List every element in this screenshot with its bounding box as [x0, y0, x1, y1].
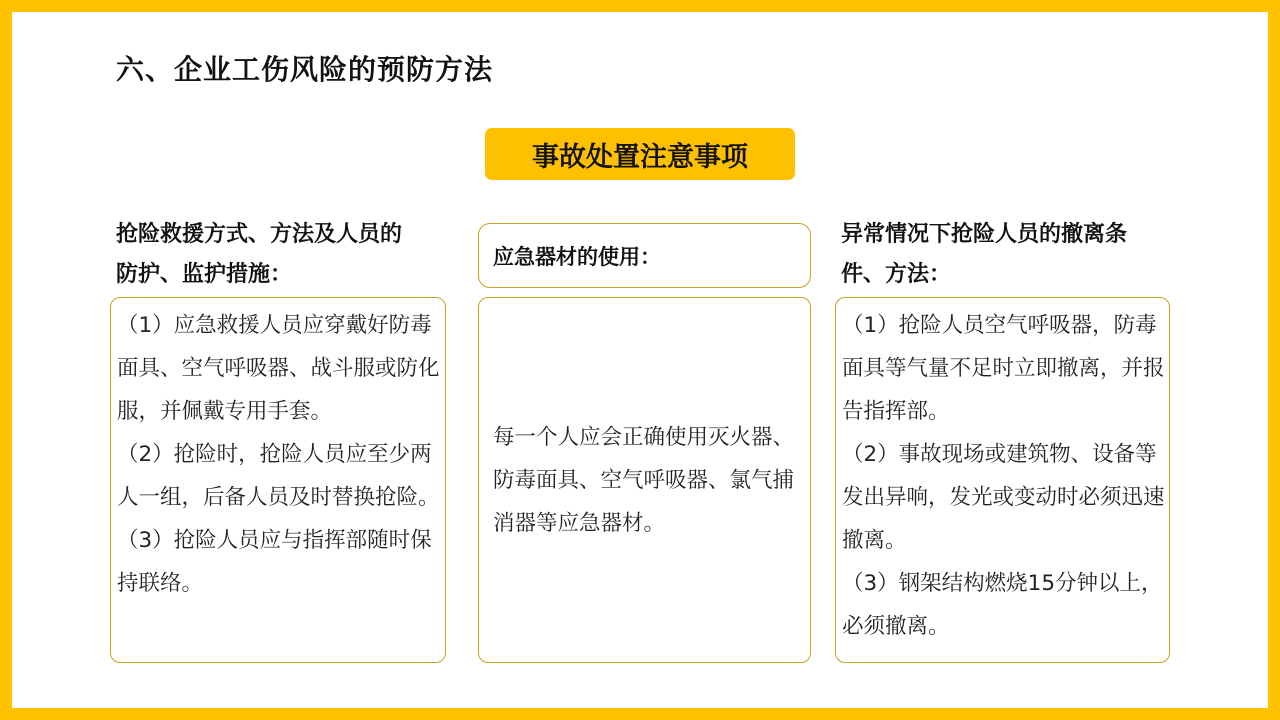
page-title: 六、企业工伤风险的预防方法: [116, 53, 494, 86]
right-column-heading: [841, 215, 1127, 295]
middle-paragraph-1: 每一个人应会正确使用灭火器、防毒面具、空气呼吸器、氯气捕消器等应急器材。: [493, 424, 795, 536]
left-paragraph-3: （3）抢险人员应与指挥部随时保持联络。: [117, 528, 432, 596]
left-column-heading: [116, 215, 402, 295]
right-paragraph-3: （3）钢架结构燃烧15分钟以上，必须撤离。: [842, 571, 1163, 639]
left-paragraph-2: （2）抢险时，抢险人员应至少两人一组，后备人员及时替换抢险。: [117, 442, 440, 510]
left-card: [110, 297, 446, 663]
left-heading-line2: 防护、监护措施：: [116, 262, 293, 287]
right-paragraph-2: （2）事故现场或建筑物、设备等发出异响，发光或变动时必须迅速撤离。: [842, 442, 1165, 553]
middle-column-heading: 应急器材的使用：: [478, 223, 811, 288]
left-heading-line1: 抢险救援方式、方法及人员的: [116, 222, 403, 247]
left-paragraph-1: （1）应急救援人员应穿戴好防毒面具、空气呼吸器、战斗服或防化服，并佩戴专用手套。: [117, 313, 440, 424]
right-paragraph-1: （1）抢险人员空气呼吸器，防毒面具等气量不足时立即撤离，并报告指挥部。: [842, 313, 1165, 424]
right-heading-line2: 件、方法：: [841, 262, 952, 287]
section-banner: 事故处置注意事项: [485, 128, 795, 180]
slide: [12, 12, 1268, 708]
middle-card: [478, 297, 811, 663]
right-card: [835, 297, 1170, 663]
right-heading-line1: 异常情况下抢险人员的撤离条: [841, 222, 1128, 247]
